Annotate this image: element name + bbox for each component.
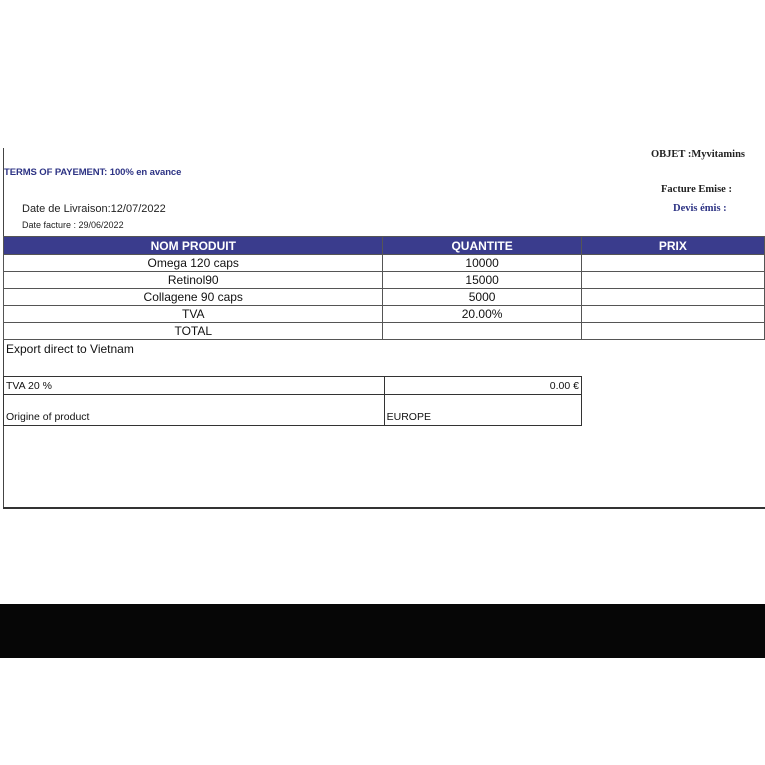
tva-price-cell [581,306,764,323]
invoice-date: Date facture : 29/06/2022 [22,220,124,230]
header-price: PRIX [581,237,764,255]
table-row [4,272,765,289]
product-name-cell: Retinol90 [4,272,383,289]
black-band [0,604,765,658]
quantity-cell: 5000 [383,289,581,306]
objet-label: OBJET :Myvitamins [651,149,746,160]
export-note: Export direct to Vietnam [6,342,134,356]
table-row [4,255,765,272]
total-quantity-cell [383,323,581,340]
payment-terms: TERMS OF PAYEMENT: 100% en avance [4,167,182,178]
price-cell [581,272,764,289]
tva-rate-cell: 20.00% [383,306,581,323]
quantity-cell: 15000 [383,272,581,289]
product-name-cell: Collagene 90 caps [4,289,383,306]
table-header-row [4,237,765,255]
table-row-total [4,323,765,340]
summary-table [3,376,582,426]
total-price-cell [581,323,764,340]
summary-row-tva [4,377,582,395]
summary-row-origin [4,395,582,426]
origin-label: Origine of product [4,395,385,426]
facture-emise-label: Facture Emise : [661,184,732,195]
header-quantity: QUANTITE [383,237,581,255]
product-name-cell: Omega 120 caps [4,255,383,272]
delivery-date: Date de Livraison:12/07/2022 [22,203,166,215]
devis-emis-label: Devis émis : [673,203,727,214]
table-row [4,289,765,306]
tva-summary-label: TVA 20 % [4,377,385,395]
quantity-cell: 10000 [383,255,581,272]
tva-summary-value: 0.00 € [384,377,581,395]
price-cell [581,289,764,306]
origin-value: EUROPE [384,395,581,426]
price-cell [581,255,764,272]
total-label-cell: TOTAL [4,323,383,340]
products-table [3,236,765,340]
table-row-tva [4,306,765,323]
header-product-name: NOM PRODUIT [4,237,383,255]
bottom-border-line [3,507,765,509]
tva-label-cell: TVA [4,306,383,323]
